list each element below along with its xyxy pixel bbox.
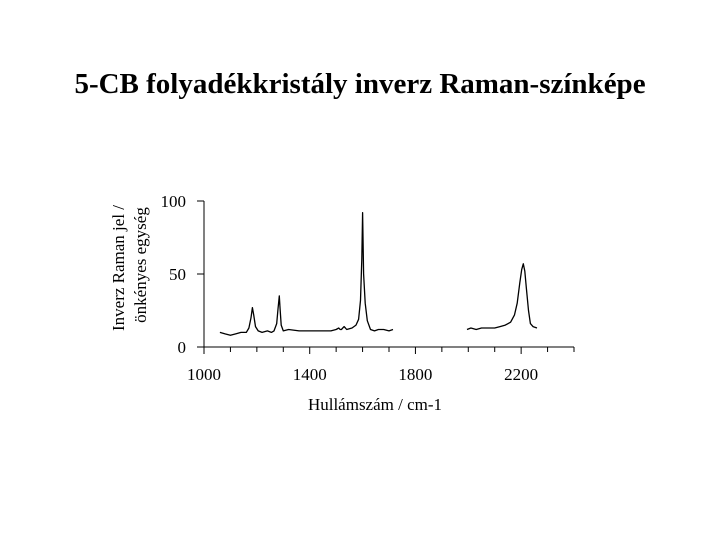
y-tick-label: 50 xyxy=(169,265,186,284)
x-tick-label: 2200 xyxy=(504,365,539,384)
x-axis-label: Hullámszám / cm-1 xyxy=(307,395,443,414)
x-tick-label: 1800 xyxy=(398,365,433,384)
y-tick-label: 0 xyxy=(177,338,186,357)
chart-ticks xyxy=(161,192,575,384)
slide-title: 5-CB folyadékkristály inverz Raman-színképe xyxy=(74,68,646,100)
y-tick-label: 100 xyxy=(160,192,186,211)
x-tick-label: 1400 xyxy=(292,365,327,384)
y-axis-label-line1: Inverz Raman jel / xyxy=(109,204,128,332)
chart-axes xyxy=(204,201,574,347)
y-axis-label-line2: önkényes egység xyxy=(131,207,150,323)
spectrum-line-segment xyxy=(467,264,537,330)
chart-series xyxy=(220,213,537,336)
spectrum-line-segment xyxy=(220,213,393,336)
x-tick-label: 1000 xyxy=(187,365,221,384)
